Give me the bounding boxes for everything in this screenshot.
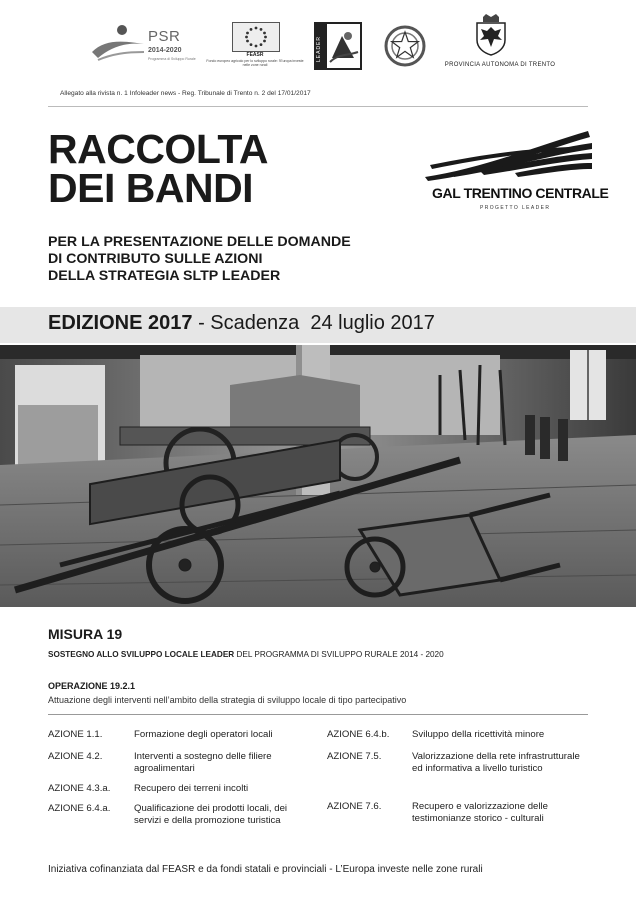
feasr-logo bbox=[205, 22, 305, 68]
operazione-description: Attuazione degli interventi nell’ambito della strategia di sviluppo locale di tipo partecipativo bbox=[48, 695, 407, 705]
eagle-crest-icon bbox=[474, 14, 508, 56]
subtitle-line-2: DI CONTRIBUTO SULLE AZIONI bbox=[48, 251, 263, 267]
psr-sub: Programma di Sviluppo Rurale bbox=[148, 57, 196, 61]
gal-name: GAL TRENTINO CENTRALE bbox=[432, 185, 609, 201]
action-description: Sviluppo della ricettività minore bbox=[412, 729, 545, 740]
action-code: AZIONE 7.5. bbox=[327, 751, 382, 762]
action-code: AZIONE 6.4.a. bbox=[48, 803, 111, 814]
republic-emblem bbox=[383, 24, 427, 68]
gal-wave-logo-icon bbox=[420, 125, 600, 215]
edition-deadline: 24 luglio 2017 bbox=[310, 312, 435, 334]
action-description: Qualificazione dei prodotti locali, dei servizi e della promozione turistica bbox=[134, 803, 288, 826]
allegato-note: Allegato alla rivista n. 1 Infoleader news - Reg. Tribunale di Trento n. 2 del 17/01/2017 bbox=[60, 90, 311, 97]
edition-separator: - Scadenza bbox=[192, 312, 300, 334]
action-description: Recupero e valorizzazione delle testimonianze storico - culturali bbox=[412, 801, 548, 824]
museum-carts-photo bbox=[0, 345, 636, 607]
sostegno-line bbox=[48, 650, 444, 659]
provincia-logo bbox=[440, 14, 560, 74]
edition-label: EDIZIONE 2017 bbox=[48, 312, 193, 334]
subtitle-line-3: DELLA STRATEGIA SLTP LEADER bbox=[48, 268, 281, 284]
footer-note: Iniziativa cofinanziata dal FEASR e da fondi statali e provinciali - L’Europa investe nelle zone rurali bbox=[48, 864, 483, 875]
feasr-name: FEASR bbox=[246, 52, 264, 58]
sostegno-bold: SOSTEGNO ALLO SVILUPPO LOCALE LEADER bbox=[48, 650, 235, 659]
title-line-1: RACCOLTA bbox=[48, 126, 268, 172]
action-description: Formazione degli operatori locali bbox=[134, 729, 273, 740]
eu-flag-icon bbox=[232, 22, 280, 52]
leader-label: LEADER bbox=[316, 35, 322, 62]
star-emblem-icon bbox=[383, 24, 427, 68]
provincia-name: PROVINCIA AUTONOMA DI TRENTO bbox=[444, 62, 556, 68]
psr-logo bbox=[90, 22, 200, 66]
operazione-title: OPERAZIONE 19.2.1 bbox=[48, 681, 136, 691]
edition-line bbox=[48, 312, 435, 335]
sostegno-rest: DEL PROGRAMMA DI SVILUPPO RURALE 2014 - 2020 bbox=[234, 650, 444, 659]
action-description: Interventi a sostegno delle filiere agroalimentari bbox=[134, 751, 272, 774]
action-code: AZIONE 1.1. bbox=[48, 729, 103, 740]
action-description: Valorizzazione della rete infrastrutturale ed informativa a livello turistico bbox=[412, 751, 580, 774]
action-code: AZIONE 7.6. bbox=[327, 801, 382, 812]
psr-word: PSR bbox=[148, 28, 181, 45]
action-description: Recupero dei terreni incolti bbox=[134, 783, 249, 794]
header-divider bbox=[48, 106, 588, 107]
psr-figure-icon bbox=[90, 22, 146, 62]
action-code: AZIONE 4.3.a. bbox=[48, 783, 111, 794]
action-code: AZIONE 4.2. bbox=[48, 751, 103, 762]
title-line-2: DEI BANDI bbox=[48, 165, 254, 211]
action-code: AZIONE 6.4.b. bbox=[327, 729, 390, 740]
page-title bbox=[48, 126, 268, 211]
misura-title: MISURA 19 bbox=[48, 626, 123, 642]
subtitle-line-1: PER LA PRESENTAZIONE DELLE DOMANDE bbox=[48, 234, 351, 250]
gal-subtitle: PROGETTO LEADER bbox=[480, 205, 551, 211]
page-subtitle bbox=[48, 234, 351, 285]
logo-strip bbox=[0, 0, 636, 84]
leader-logo bbox=[314, 22, 362, 70]
feasr-description: Fondo europeo agricolo per lo sviluppo rurale: l'Europa investe nelle zone rurali bbox=[206, 59, 304, 67]
actions-divider bbox=[48, 714, 588, 715]
psr-years: 2014-2020 bbox=[148, 47, 182, 54]
